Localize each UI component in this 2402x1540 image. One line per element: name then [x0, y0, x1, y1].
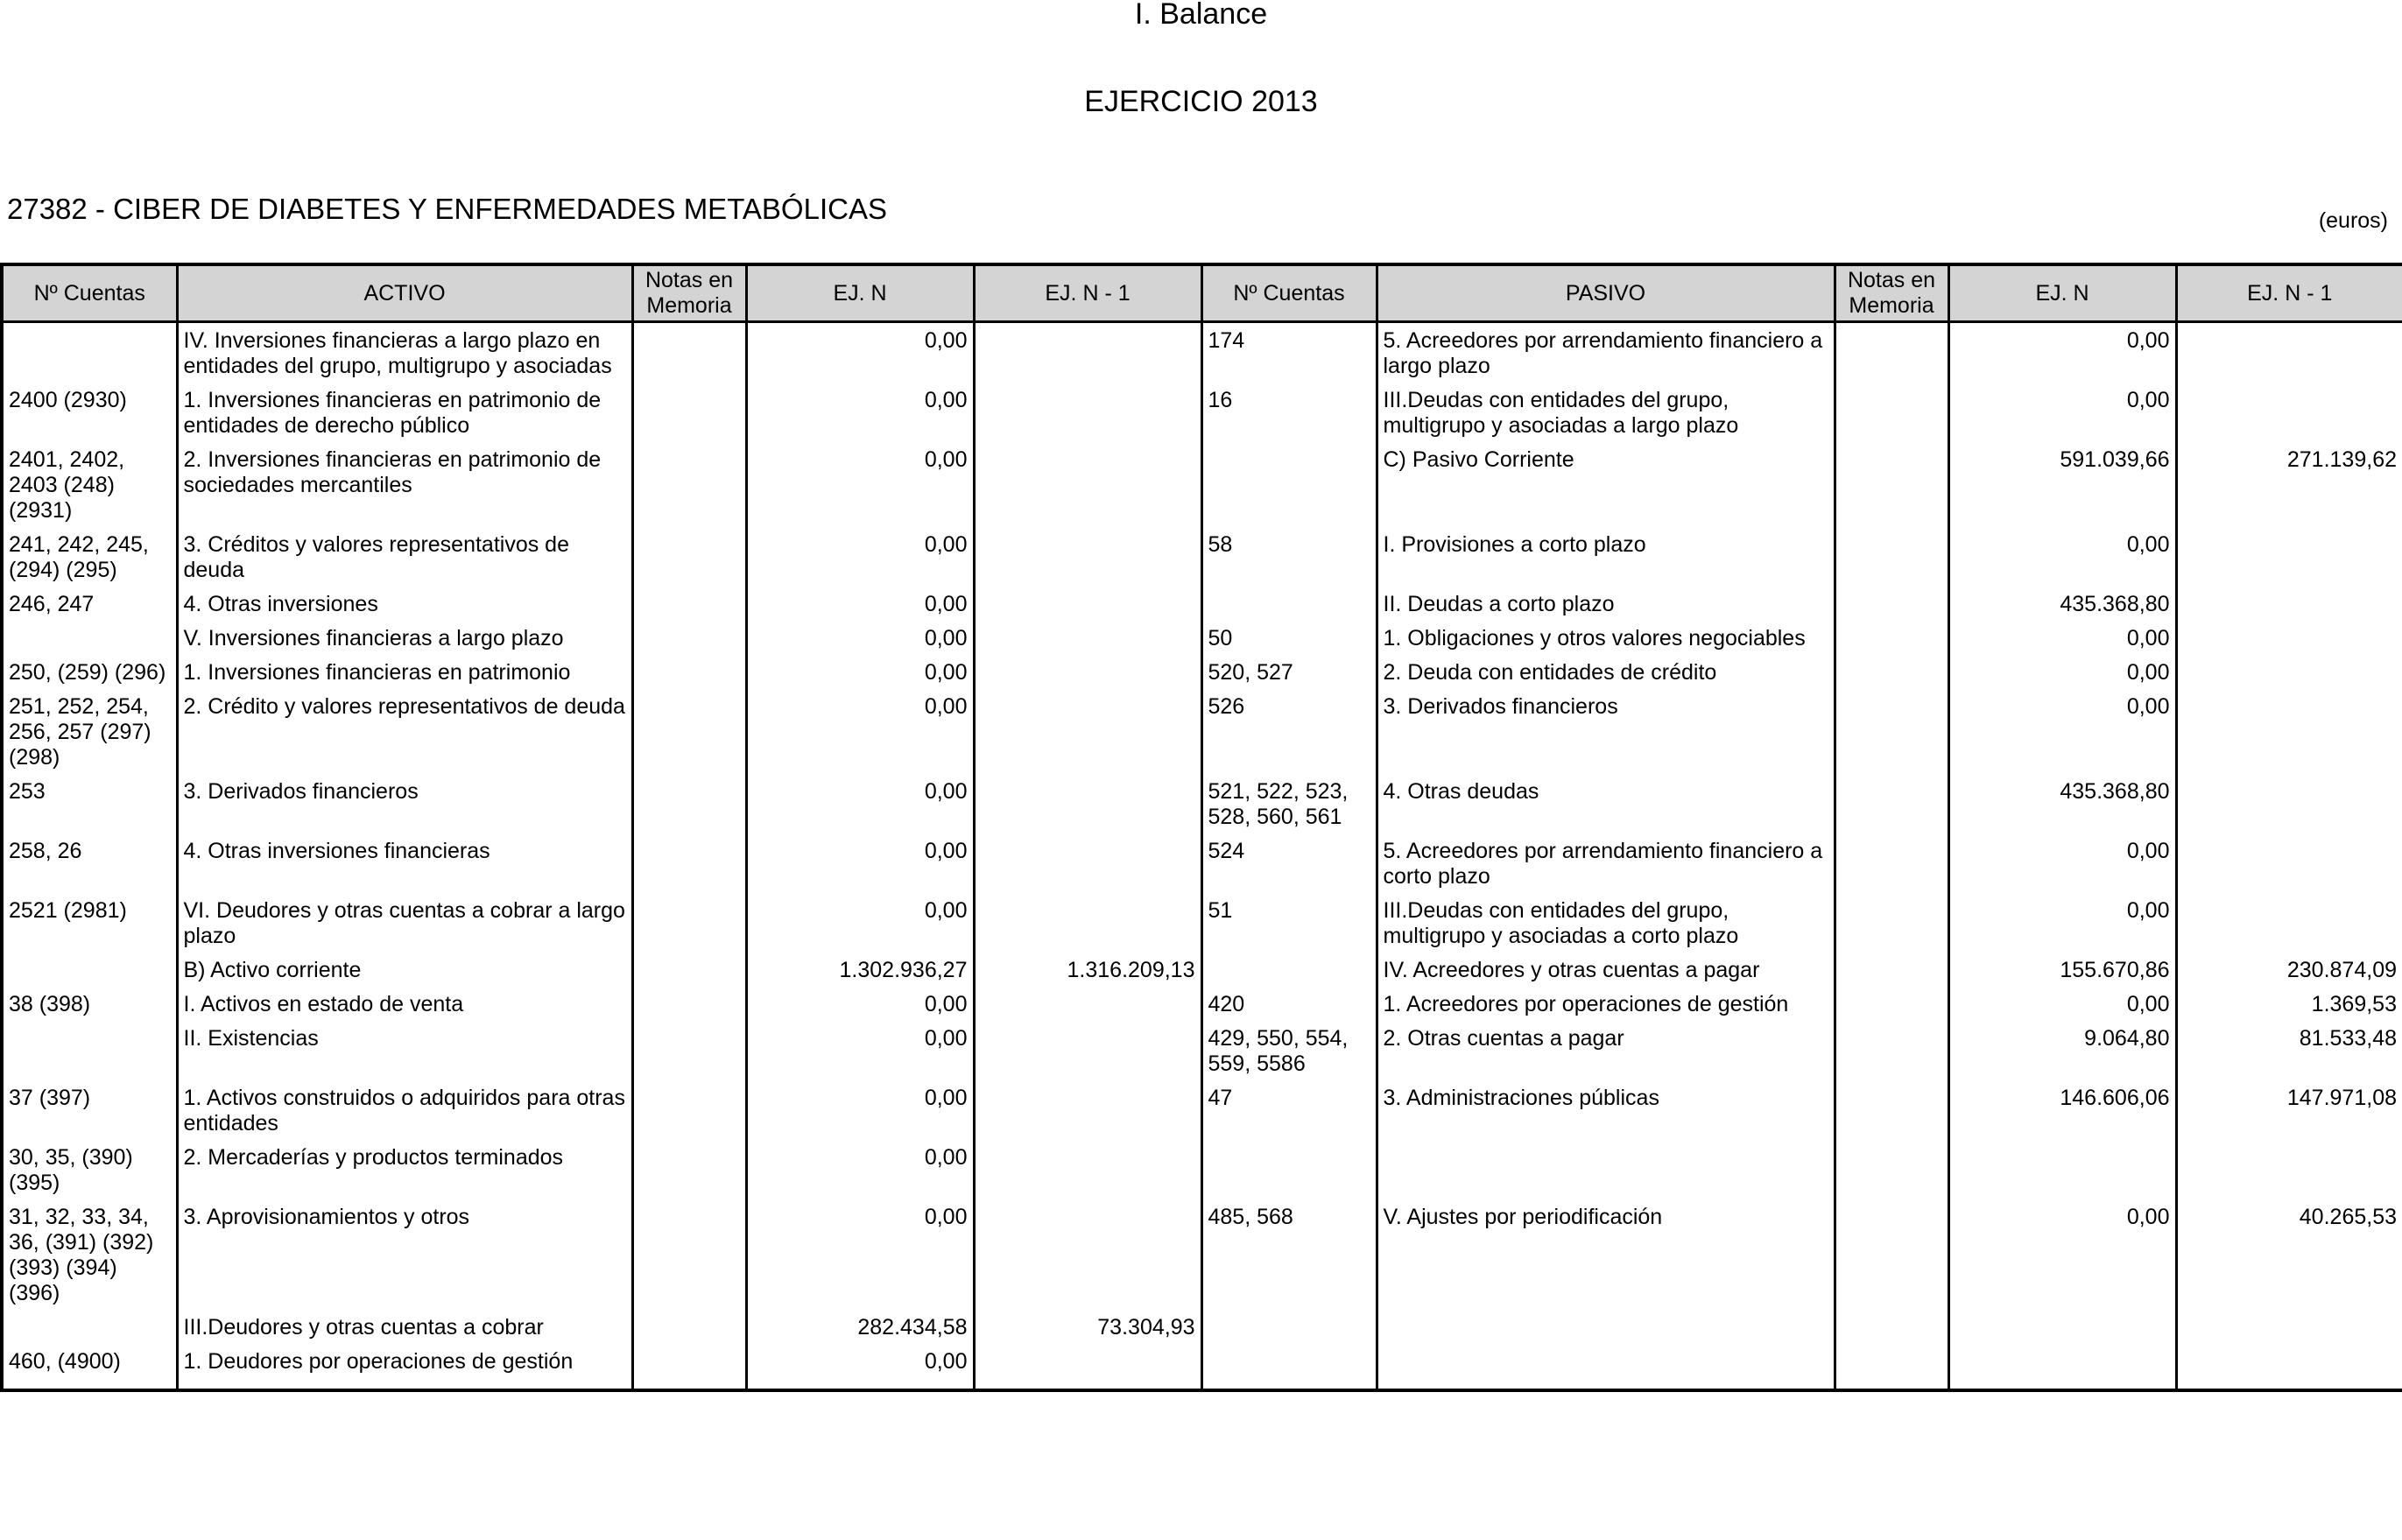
cell-pasivo-ej-n: 591.039,66	[1948, 442, 2176, 527]
header-cuentas-pasivo: Nº Cuentas	[1201, 264, 1377, 322]
header-ej-n1-activo: EJ. N - 1	[974, 264, 1201, 322]
cell-activo-ej-n: 0,00	[746, 1199, 974, 1310]
cell-pasivo-ej-n: 435.368,80	[1948, 774, 2176, 833]
cell-pasivo-label: 4. Otras deudas	[1377, 774, 1835, 833]
cell-pasivo-label: 3. Derivados financieros	[1377, 689, 1835, 774]
cell-activo-ej-n: 0,00	[746, 1080, 974, 1140]
cell-pasivo-notas	[1835, 987, 1948, 1021]
cell-pasivo-ej-n1	[2176, 1310, 2402, 1344]
cell-activo-label: VI. Deudores y otras cuentas a cobrar a largo plazo	[177, 893, 632, 953]
cell-pasivo-cuentas: 16	[1201, 383, 1377, 442]
table-row	[2, 621, 2402, 655]
table-row	[2, 833, 2402, 893]
cell-pasivo-cuentas	[1201, 587, 1377, 621]
table-row	[2, 953, 2402, 987]
balance-table	[0, 263, 2402, 1392]
cell-activo-cuentas: 250, (259) (296)	[2, 655, 177, 689]
cell-activo-ej-n: 282.434,58	[746, 1310, 974, 1344]
cell-pasivo-label: 5. Acreedores por arrendamiento financiero a corto plazo	[1377, 833, 1835, 893]
table-row	[2, 527, 2402, 587]
cell-activo-ej-n1	[974, 689, 1201, 774]
cell-pasivo-cuentas	[1201, 1140, 1377, 1199]
cell-pasivo-notas	[1835, 621, 1948, 655]
cell-activo-label: 4. Otras inversiones financieras	[177, 833, 632, 893]
cell-pasivo-cuentas: 429, 550, 554, 559, 5586	[1201, 1021, 1377, 1080]
cell-activo-ej-n: 0,00	[746, 527, 974, 587]
cell-pasivo-cuentas: 485, 568	[1201, 1199, 1377, 1310]
cell-pasivo-ej-n1	[2176, 655, 2402, 689]
cell-activo-notas	[632, 833, 746, 893]
cell-activo-label: 3. Derivados financieros	[177, 774, 632, 833]
cell-pasivo-cuentas	[1201, 1310, 1377, 1344]
cell-pasivo-ej-n1: 230.874,09	[2176, 953, 2402, 987]
cell-activo-ej-n1	[974, 383, 1201, 442]
cell-activo-cuentas: 38 (398)	[2, 987, 177, 1021]
cell-pasivo-ej-n1	[2176, 621, 2402, 655]
cell-activo-notas	[632, 383, 746, 442]
cell-activo-notas	[632, 689, 746, 774]
header-ej-n-activo: EJ. N	[746, 264, 974, 322]
cell-pasivo-ej-n: 0,00	[1948, 383, 2176, 442]
cell-activo-notas	[632, 442, 746, 527]
cell-pasivo-cuentas: 526	[1201, 689, 1377, 774]
cell-activo-notas	[632, 953, 746, 987]
cell-pasivo-cuentas	[1201, 1344, 1377, 1390]
cell-activo-label: 3. Aprovisionamientos y otros	[177, 1199, 632, 1310]
cell-pasivo-notas	[1835, 442, 1948, 527]
cell-pasivo-label: C) Pasivo Corriente	[1377, 442, 1835, 527]
cell-activo-ej-n: 0,00	[746, 655, 974, 689]
header-activo: ACTIVO	[177, 264, 632, 322]
cell-pasivo-ej-n: 435.368,80	[1948, 587, 2176, 621]
cell-pasivo-cuentas: 58	[1201, 527, 1377, 587]
cell-pasivo-cuentas: 524	[1201, 833, 1377, 893]
table-row	[2, 1080, 2402, 1140]
cell-pasivo-label: I. Provisiones a corto plazo	[1377, 527, 1835, 587]
cell-pasivo-cuentas	[1201, 442, 1377, 527]
cell-activo-ej-n1	[974, 893, 1201, 953]
cell-activo-cuentas: 31, 32, 33, 34, 36, (391) (392) (393) (394) (396)	[2, 1199, 177, 1310]
header-notas-activo: Notas en Memoria	[632, 264, 746, 322]
cell-pasivo-ej-n	[1948, 1344, 2176, 1390]
cell-activo-label: 2. Inversiones financieras en patrimonio de sociedades mercantiles	[177, 442, 632, 527]
cell-activo-label: I. Activos en estado de venta	[177, 987, 632, 1021]
cell-pasivo-notas	[1835, 1140, 1948, 1199]
cell-pasivo-label: 5. Acreedores por arrendamiento financiero a largo plazo	[1377, 322, 1835, 383]
cell-activo-cuentas: 253	[2, 774, 177, 833]
cell-activo-ej-n: 0,00	[746, 1140, 974, 1199]
cell-activo-cuentas: 2400 (2930)	[2, 383, 177, 442]
cell-activo-ej-n1	[974, 1080, 1201, 1140]
cell-activo-ej-n1: 73.304,93	[974, 1310, 1201, 1344]
cell-activo-cuentas	[2, 322, 177, 383]
cell-pasivo-cuentas: 50	[1201, 621, 1377, 655]
cell-activo-notas	[632, 893, 746, 953]
cell-activo-cuentas: 241, 242, 245, (294) (295)	[2, 527, 177, 587]
fiscal-year: EJERCICIO 2013	[1084, 85, 1318, 118]
cell-activo-label: IV. Inversiones financieras a largo plazo en entidades del grupo, multigrupo y asociadas	[177, 322, 632, 383]
cell-pasivo-notas	[1835, 1021, 1948, 1080]
cell-pasivo-label: II. Deudas a corto plazo	[1377, 587, 1835, 621]
document-title: I. Balance	[1134, 0, 1268, 31]
table-row	[2, 1310, 2402, 1344]
cell-activo-notas	[632, 774, 746, 833]
cell-activo-ej-n1	[974, 774, 1201, 833]
cell-activo-notas	[632, 322, 746, 383]
table-row	[2, 587, 2402, 621]
cell-pasivo-ej-n: 0,00	[1948, 987, 2176, 1021]
cell-activo-ej-n1	[974, 1140, 1201, 1199]
cell-pasivo-cuentas: 51	[1201, 893, 1377, 953]
cell-pasivo-ej-n: 9.064,80	[1948, 1021, 2176, 1080]
cell-activo-ej-n1	[974, 1199, 1201, 1310]
cell-pasivo-ej-n1	[2176, 527, 2402, 587]
cell-activo-label: 1. Activos construidos o adquiridos para otras entidades	[177, 1080, 632, 1140]
cell-activo-label: 3. Créditos y valores representativos de deuda	[177, 527, 632, 587]
cell-activo-label: B) Activo corriente	[177, 953, 632, 987]
cell-activo-cuentas	[2, 1310, 177, 1344]
cell-pasivo-notas	[1835, 383, 1948, 442]
cell-pasivo-ej-n: 0,00	[1948, 621, 2176, 655]
cell-activo-ej-n: 0,00	[746, 383, 974, 442]
cell-pasivo-label: 1. Obligaciones y otros valores negociables	[1377, 621, 1835, 655]
cell-pasivo-cuentas: 174	[1201, 322, 1377, 383]
table-row	[2, 774, 2402, 833]
cell-pasivo-ej-n: 0,00	[1948, 527, 2176, 587]
cell-pasivo-ej-n1	[2176, 774, 2402, 833]
cell-pasivo-ej-n: 0,00	[1948, 833, 2176, 893]
cell-pasivo-ej-n: 0,00	[1948, 893, 2176, 953]
cell-pasivo-label	[1377, 1310, 1835, 1344]
cell-activo-ej-n1	[974, 621, 1201, 655]
cell-pasivo-notas	[1835, 833, 1948, 893]
cell-pasivo-ej-n1	[2176, 587, 2402, 621]
cell-activo-cuentas	[2, 1021, 177, 1080]
header-pasivo: PASIVO	[1377, 264, 1835, 322]
cell-activo-notas	[632, 621, 746, 655]
cell-activo-label: 1. Inversiones financieras en patrimonio de entidades de derecho público	[177, 383, 632, 442]
table-row	[2, 1199, 2402, 1310]
cell-activo-ej-n: 0,00	[746, 689, 974, 774]
cell-pasivo-ej-n1: 81.533,48	[2176, 1021, 2402, 1080]
cell-pasivo-label	[1377, 1344, 1835, 1390]
cell-activo-label: II. Existencias	[177, 1021, 632, 1080]
cell-pasivo-label: III.Deudas con entidades del grupo, multigrupo y asociadas a corto plazo	[1377, 893, 1835, 953]
cell-pasivo-cuentas	[1201, 953, 1377, 987]
cell-activo-notas	[632, 527, 746, 587]
cell-pasivo-cuentas: 520, 527	[1201, 655, 1377, 689]
cell-pasivo-notas	[1835, 689, 1948, 774]
cell-pasivo-ej-n1	[2176, 1344, 2402, 1390]
cell-pasivo-ej-n: 146.606,06	[1948, 1080, 2176, 1140]
cell-pasivo-notas	[1835, 527, 1948, 587]
table-row	[2, 893, 2402, 953]
cell-activo-ej-n: 0,00	[746, 621, 974, 655]
cell-pasivo-ej-n1	[2176, 322, 2402, 383]
cell-pasivo-ej-n: 0,00	[1948, 322, 2176, 383]
cell-pasivo-notas	[1835, 953, 1948, 987]
cell-pasivo-notas	[1835, 655, 1948, 689]
table-row	[2, 322, 2402, 383]
table-row	[2, 1140, 2402, 1199]
cell-pasivo-ej-n1	[2176, 893, 2402, 953]
cell-activo-ej-n: 0,00	[746, 322, 974, 383]
cell-pasivo-label: 3. Administraciones públicas	[1377, 1080, 1835, 1140]
cell-pasivo-notas	[1835, 1310, 1948, 1344]
cell-activo-ej-n: 0,00	[746, 833, 974, 893]
cell-activo-notas	[632, 587, 746, 621]
cell-pasivo-ej-n: 155.670,86	[1948, 953, 2176, 987]
cell-pasivo-label: III.Deudas con entidades del grupo, multigrupo y asociadas a largo plazo	[1377, 383, 1835, 442]
header-cuentas-activo: Nº Cuentas	[2, 264, 177, 322]
cell-pasivo-notas	[1835, 587, 1948, 621]
cell-pasivo-label: 2. Otras cuentas a pagar	[1377, 1021, 1835, 1080]
cell-activo-label: V. Inversiones financieras a largo plazo	[177, 621, 632, 655]
table-row	[2, 1021, 2402, 1080]
cell-pasivo-label: V. Ajustes por periodificación	[1377, 1199, 1835, 1310]
cell-activo-label: III.Deudores y otras cuentas a cobrar	[177, 1310, 632, 1344]
cell-pasivo-cuentas: 420	[1201, 987, 1377, 1021]
cell-activo-ej-n1	[974, 833, 1201, 893]
currency-units: (euros)	[2318, 208, 2388, 233]
cell-pasivo-ej-n1: 1.369,53	[2176, 987, 2402, 1021]
cell-activo-ej-n: 0,00	[746, 893, 974, 953]
cell-activo-notas	[632, 987, 746, 1021]
cell-activo-ej-n1	[974, 1344, 1201, 1390]
cell-activo-cuentas: 251, 252, 254, 256, 257 (297) (298)	[2, 689, 177, 774]
table-header-row	[2, 264, 2402, 322]
cell-pasivo-ej-n1	[2176, 383, 2402, 442]
cell-activo-cuentas: 258, 26	[2, 833, 177, 893]
cell-pasivo-ej-n	[1948, 1140, 2176, 1199]
cell-activo-label: 2. Crédito y valores representativos de deuda	[177, 689, 632, 774]
cell-pasivo-notas	[1835, 1344, 1948, 1390]
cell-pasivo-notas	[1835, 322, 1948, 383]
cell-activo-cuentas: 2521 (2981)	[2, 893, 177, 953]
cell-activo-ej-n: 0,00	[746, 1344, 974, 1390]
cell-activo-notas	[632, 1310, 746, 1344]
cell-activo-ej-n1	[974, 987, 1201, 1021]
cell-pasivo-ej-n1	[2176, 1140, 2402, 1199]
cell-activo-ej-n1	[974, 527, 1201, 587]
table-row	[2, 383, 2402, 442]
cell-activo-cuentas: 37 (397)	[2, 1080, 177, 1140]
cell-activo-notas	[632, 1140, 746, 1199]
cell-activo-notas	[632, 1344, 746, 1390]
cell-pasivo-ej-n1: 40.265,53	[2176, 1199, 2402, 1310]
cell-activo-notas	[632, 1199, 746, 1310]
cell-pasivo-cuentas: 521, 522, 523, 528, 560, 561	[1201, 774, 1377, 833]
cell-activo-ej-n: 1.302.936,27	[746, 953, 974, 987]
cell-activo-cuentas: 246, 247	[2, 587, 177, 621]
cell-activo-notas	[632, 655, 746, 689]
cell-activo-cuentas: 30, 35, (390) (395)	[2, 1140, 177, 1199]
cell-activo-cuentas: 460, (4900)	[2, 1344, 177, 1390]
cell-activo-ej-n: 0,00	[746, 1021, 974, 1080]
cell-activo-ej-n: 0,00	[746, 774, 974, 833]
cell-activo-ej-n1: 1.316.209,13	[974, 953, 1201, 987]
cell-activo-label: 1. Deudores por operaciones de gestión	[177, 1344, 632, 1390]
cell-activo-ej-n1	[974, 1021, 1201, 1080]
table-row	[2, 987, 2402, 1021]
cell-activo-ej-n1	[974, 322, 1201, 383]
cell-pasivo-ej-n	[1948, 1310, 2176, 1344]
table-row	[2, 655, 2402, 689]
cell-pasivo-ej-n1: 271.139,62	[2176, 442, 2402, 527]
cell-pasivo-ej-n: 0,00	[1948, 689, 2176, 774]
cell-activo-ej-n: 0,00	[746, 442, 974, 527]
cell-activo-label: 2. Mercaderías y productos terminados	[177, 1140, 632, 1199]
cell-pasivo-ej-n1: 147.971,08	[2176, 1080, 2402, 1140]
cell-pasivo-notas	[1835, 1080, 1948, 1140]
cell-activo-cuentas	[2, 953, 177, 987]
cell-pasivo-ej-n1	[2176, 833, 2402, 893]
cell-activo-notas	[632, 1080, 746, 1140]
table-row	[2, 1344, 2402, 1390]
cell-pasivo-notas	[1835, 1199, 1948, 1310]
cell-activo-ej-n1	[974, 655, 1201, 689]
cell-pasivo-ej-n: 0,00	[1948, 655, 2176, 689]
table-row	[2, 442, 2402, 527]
cell-pasivo-cuentas: 47	[1201, 1080, 1377, 1140]
table-row	[2, 689, 2402, 774]
cell-activo-cuentas: 2401, 2402, 2403 (248) (2931)	[2, 442, 177, 527]
header-notas-pasivo: Notas en Memoria	[1835, 264, 1948, 322]
cell-activo-label: 1. Inversiones financieras en patrimonio	[177, 655, 632, 689]
cell-pasivo-notas	[1835, 774, 1948, 833]
cell-activo-ej-n: 0,00	[746, 987, 974, 1021]
cell-pasivo-label: 1. Acreedores por operaciones de gestión	[1377, 987, 1835, 1021]
entity-name: 27382 - CIBER DE DIABETES Y ENFERMEDADES METABÓLICAS	[7, 193, 887, 225]
cell-pasivo-label	[1377, 1140, 1835, 1199]
cell-activo-notas	[632, 1021, 746, 1080]
cell-activo-ej-n1	[974, 442, 1201, 527]
cell-activo-cuentas	[2, 621, 177, 655]
header-ej-n-pasivo: EJ. N	[1948, 264, 2176, 322]
header-ej-n1-pasivo: EJ. N - 1	[2176, 264, 2402, 322]
cell-pasivo-notas	[1835, 893, 1948, 953]
cell-pasivo-ej-n1	[2176, 689, 2402, 774]
cell-activo-ej-n: 0,00	[746, 587, 974, 621]
cell-pasivo-label: IV. Acreedores y otras cuentas a pagar	[1377, 953, 1835, 987]
cell-pasivo-label: 2. Deuda con entidades de crédito	[1377, 655, 1835, 689]
cell-activo-label: 4. Otras inversiones	[177, 587, 632, 621]
cell-pasivo-ej-n: 0,00	[1948, 1199, 2176, 1310]
cell-activo-ej-n1	[974, 587, 1201, 621]
